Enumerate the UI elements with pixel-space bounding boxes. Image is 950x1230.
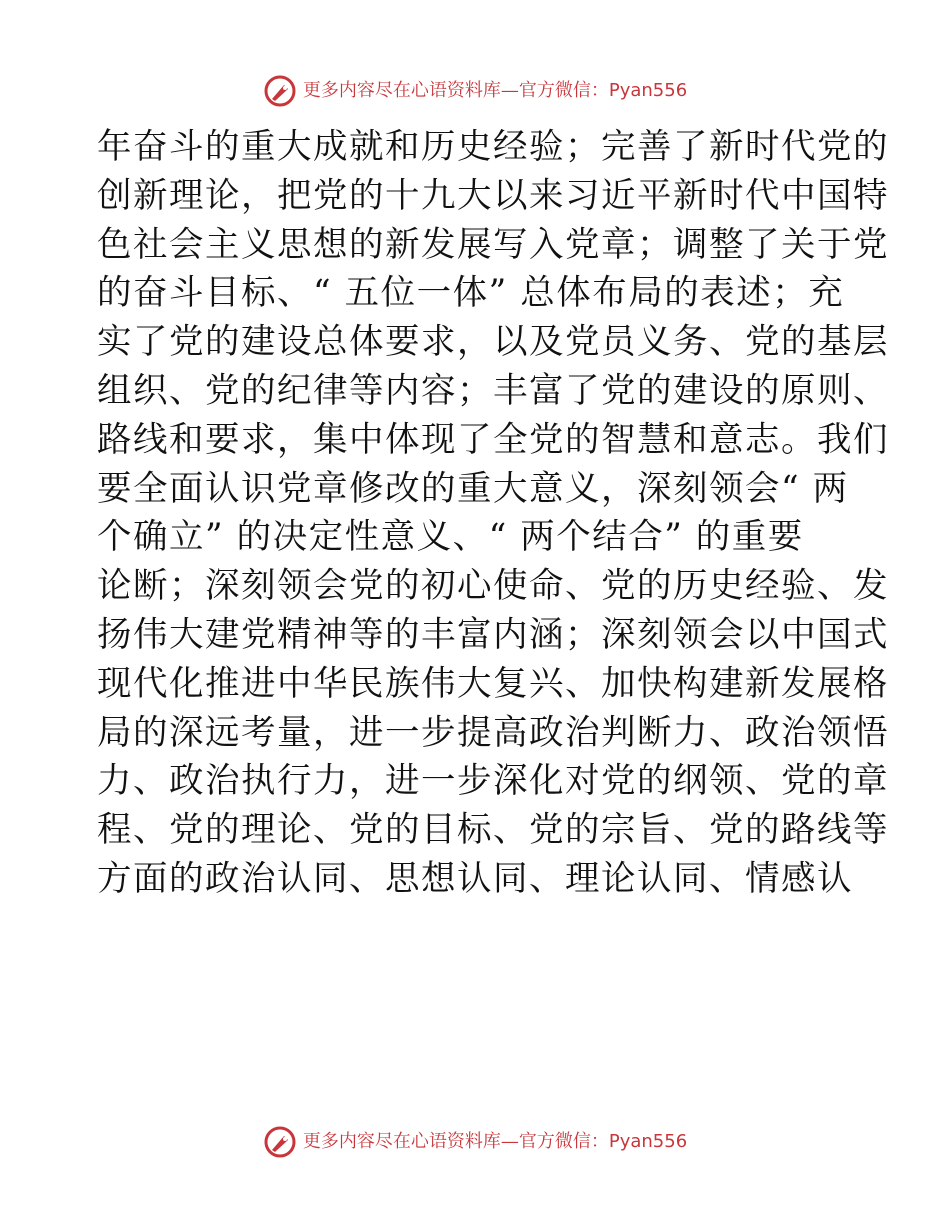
- footer-watermark: [0, 1125, 950, 1159]
- body-line: 色社会主义思想的新发展写入党章；调整了关于党: [97, 224, 889, 265]
- watermark-brand: 更多内容尽在心语资料库: [302, 80, 501, 101]
- header-watermark: [0, 74, 950, 108]
- body-line: 创新理论，把党的十九大以来习近平新时代中国特: [97, 175, 889, 216]
- body-line: 力、政治执行力，进一步深化对党的纲领、党的章: [97, 761, 889, 802]
- body-line: 组织、党的纪律等内容；丰富了党的建设的原则、: [97, 370, 889, 411]
- watermark-brand: 更多内容尽在心语资料库: [302, 1131, 501, 1152]
- body-line: 现代化推进中华民族伟大复兴、加快构建新发展格: [97, 663, 889, 704]
- watermark-text: [303, 1128, 687, 1156]
- body-line: 要全面认识党章修改的重大意义，深刻领会“ 两: [97, 468, 849, 509]
- body-line: 个确立” 的决定性意义、“ 两个结合” 的重要: [97, 517, 804, 558]
- watermark-separator: —: [500, 1131, 519, 1152]
- body-line: 的奋斗目标、“ 五位一体” 总体布局的表述；充: [97, 273, 845, 314]
- body-line: 年奋斗的重大成就和历史经验；完善了新时代党的: [97, 127, 889, 167]
- body-line: 方面的政治认同、思想认同、理论认同、情感认: [97, 858, 853, 899]
- body-line: 论断；深刻领会党的初心使命、党的历史经验、发: [97, 566, 889, 607]
- body-line: 实了党的建设总体要求，以及党员义务、党的基层: [97, 322, 889, 363]
- watermark-wechat-label: 官方微信：: [518, 80, 609, 101]
- body-line: 路线和要求，集中体现了全党的智慧和意志。我们: [97, 419, 889, 460]
- watermark-wechat-id: Pyan556: [608, 1131, 688, 1152]
- pen-nib-logo-icon: [263, 74, 297, 108]
- watermark-wechat-id: Pyan556: [608, 80, 688, 101]
- body-line: 程、党的理论、党的目标、党的宗旨、党的路线等: [97, 810, 889, 851]
- watermark-text: [303, 77, 687, 105]
- watermark-wechat-label: 官方微信：: [518, 1131, 609, 1152]
- watermark-separator: —: [500, 80, 519, 101]
- document-body: [97, 123, 889, 904]
- pen-nib-logo-icon: [263, 1125, 297, 1159]
- body-line: 扬伟大建党精神等的丰富内涵；深刻领会以中国式: [97, 614, 889, 655]
- body-line: 局的深远考量，进一步提高政治判断力、政治领悟: [97, 712, 889, 753]
